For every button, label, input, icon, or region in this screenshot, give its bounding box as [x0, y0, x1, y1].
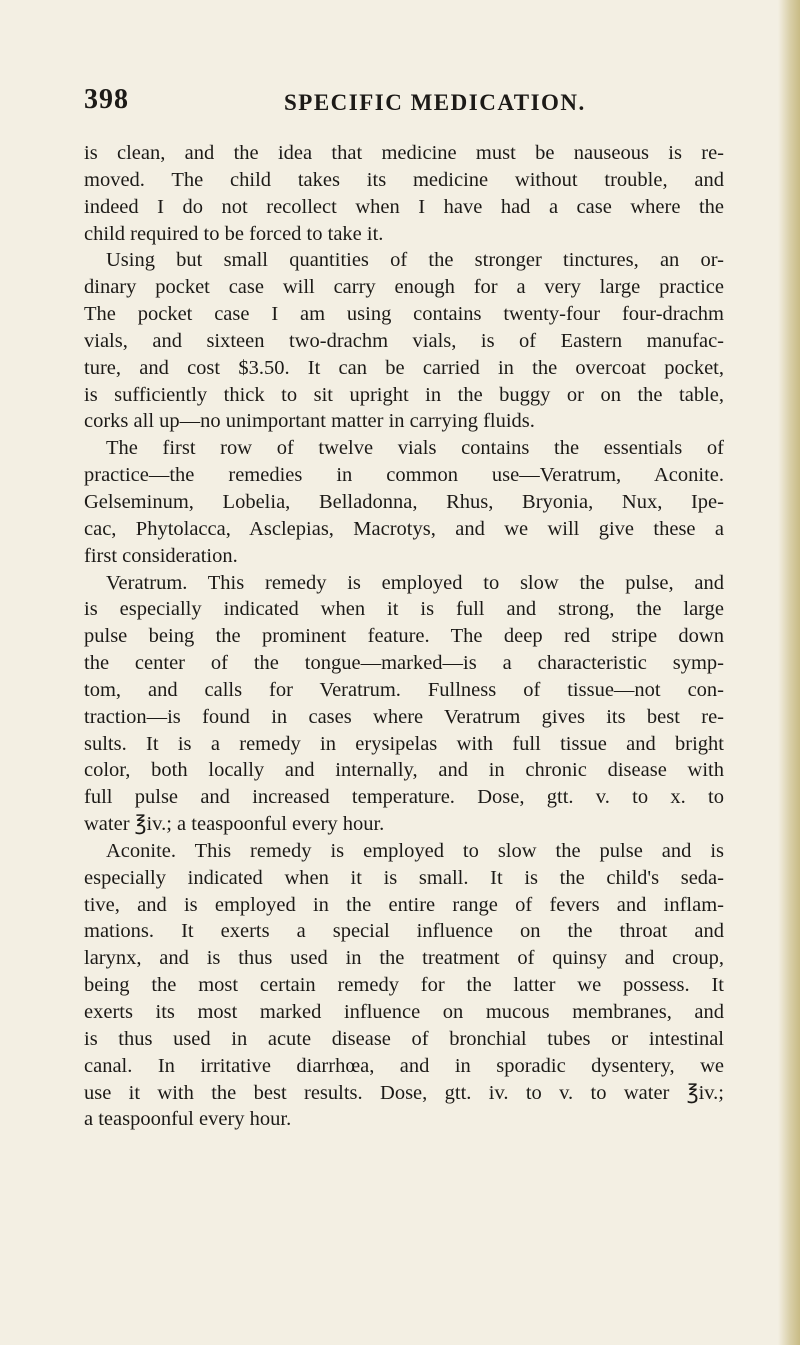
text-line: first consideration. — [84, 544, 238, 567]
text-line: mations. It exerts a special influence on the throat and — [84, 920, 724, 943]
text-line: especially indicated when it is small. It is the child's seda- — [84, 866, 724, 889]
text-line: cac, Phytolacca, Asclepias, Macrotys, and we will give these a — [84, 517, 724, 540]
text-line: color, both locally and internally, and in chronic disease with — [84, 759, 724, 782]
text-line: is sufficiently thick to sit upright in the buggy or on the table, — [84, 383, 724, 406]
text-line: ture, and cost $3.50. It can be carried in the overcoat pocket, — [84, 356, 724, 379]
text-line: indeed I do not recollect when I have had a case where the — [84, 195, 724, 218]
text-line: is thus used in acute disease of bronchial tubes or intestinal — [84, 1027, 724, 1050]
text-line: is especially indicated when it is full and strong, the large — [84, 598, 724, 621]
text-line: The first row of twelve vials contains the essentials of — [106, 437, 724, 460]
body-text — [84, 140, 724, 1133]
text-line: full pulse and increased temperature. Dose, gtt. v. to x. to — [84, 786, 724, 809]
running-head: SPECIFIC MEDICATION. — [284, 90, 586, 115]
text-line: water ℥iv.; a teaspoonful every hour. — [84, 813, 385, 836]
text-line: traction—is found in cases where Veratrum gives its best re- — [84, 705, 724, 728]
page-header — [84, 84, 724, 120]
text-line: the center of the tongue—marked—is a characteristic symp- — [84, 652, 724, 675]
text-line: tive, and is employed in the entire range of fevers and inflam- — [84, 893, 724, 916]
text-line: Using but small quantities of the stronger tinctures, an or- — [106, 249, 724, 272]
text-line: child required to be forced to take it. — [84, 222, 384, 245]
text-line: Veratrum. This remedy is employed to slow the pulse, and — [106, 571, 724, 594]
text-line: being the most certain remedy for the latter we possess. It — [84, 974, 724, 997]
text-line: moved. The child takes its medicine without trouble, and — [84, 168, 724, 191]
text-line: canal. In irritative diarrhœa, and in sporadic dysentery, we — [84, 1054, 724, 1077]
page-edge — [778, 0, 800, 1345]
text-line: vials, and sixteen two-drachm vials, is of Eastern manufac- — [84, 329, 724, 352]
text-line: sults. It is a remedy in erysipelas with full tissue and bright — [84, 732, 724, 755]
text-line: exerts its most marked influence on mucous membranes, and — [84, 1001, 724, 1023]
text-line: Aconite. This remedy is employed to slow the pulse and is — [106, 839, 724, 862]
text-line: tom, and calls for Veratrum. Fullness of tissue—not con- — [84, 678, 724, 701]
text-line: practice—the remedies in common use—Veratrum, Aconite. — [84, 464, 724, 487]
text-line: a teaspoonful every hour. — [84, 1108, 292, 1131]
text-line: dinary pocket case will carry enough for a very large practice — [84, 276, 724, 299]
text-line: corks all up—no unimportant matter in carrying fluids. — [84, 410, 535, 433]
text-line: Gelseminum, Lobelia, Belladonna, Rhus, Bryonia, Nux, Ipe- — [84, 490, 724, 513]
text-line: The pocket case I am using contains twenty-four four-drachm — [84, 303, 724, 326]
text-line: use it with the best results. Dose, gtt. iv. to v. to water ℥iv.; — [84, 1081, 724, 1104]
text-line: pulse being the prominent feature. The deep red stripe down — [84, 625, 724, 648]
text-line: is clean, and the idea that medicine must be nauseous is re- — [84, 142, 724, 164]
page-number: 398 — [84, 84, 129, 115]
text-line: larynx, and is thus used in the treatment of quinsy and croup, — [84, 947, 724, 970]
